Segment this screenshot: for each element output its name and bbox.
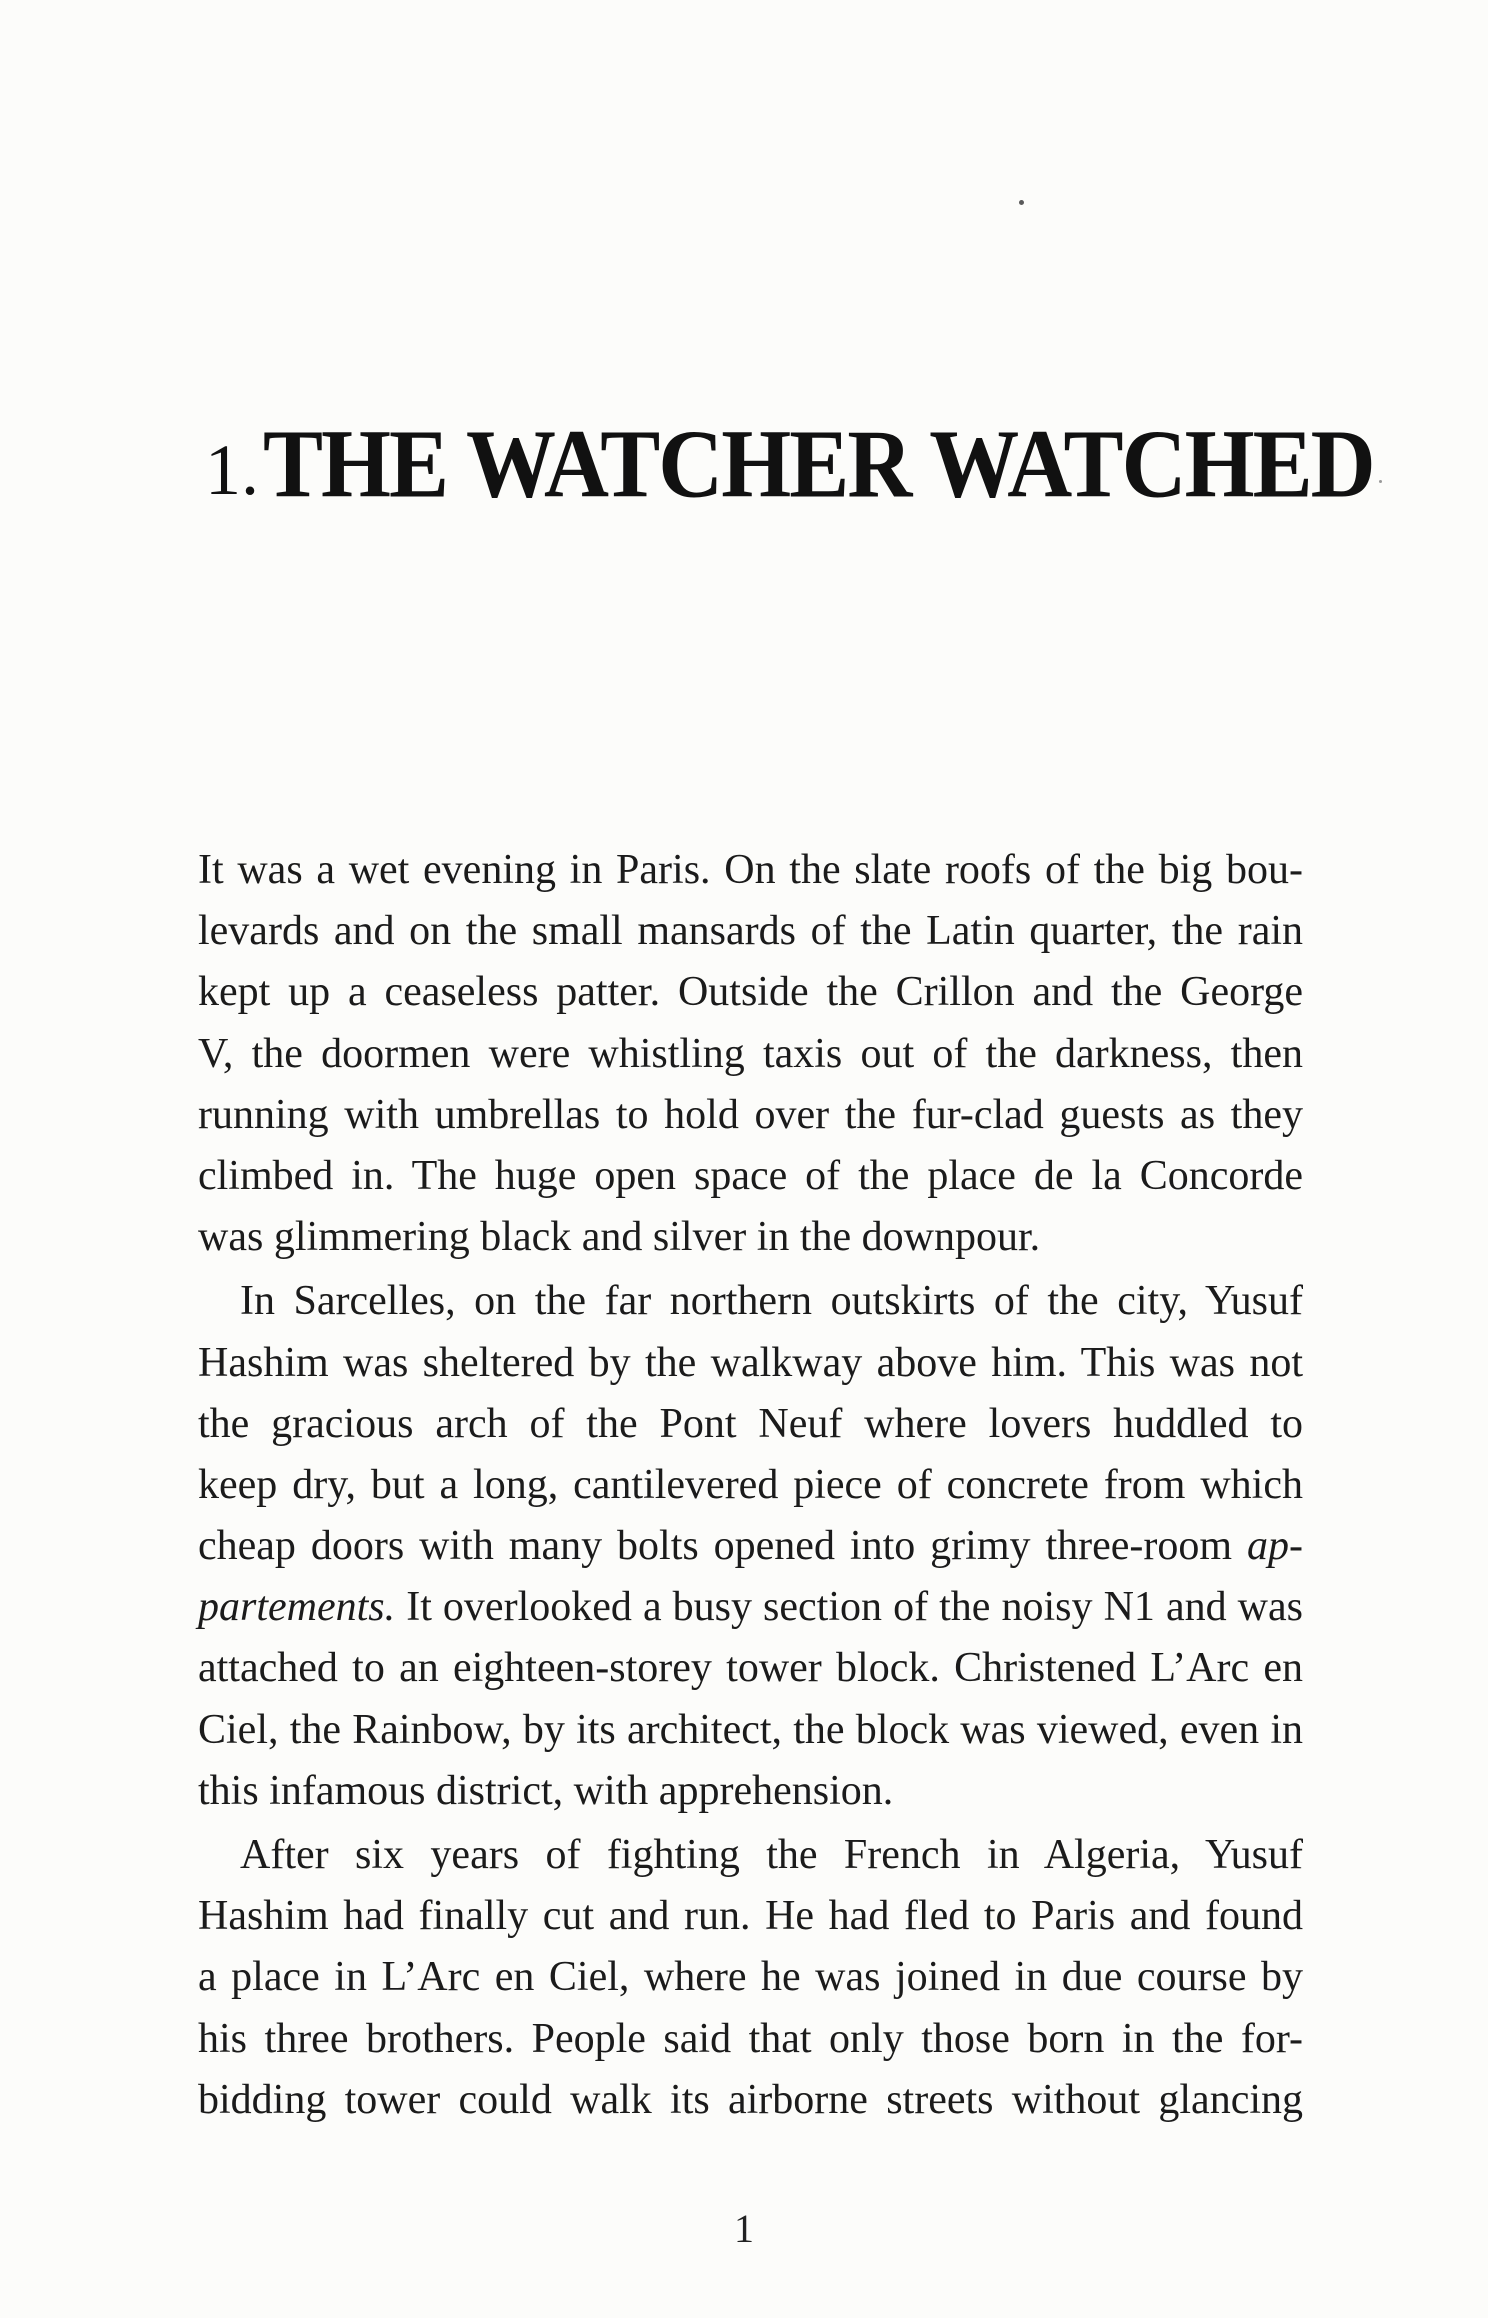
page-number: 1	[734, 2206, 754, 2251]
text-line: keep dry, but a long, cantilevered piece of concrete from which	[198, 1461, 1303, 1508]
chapter-heading	[205, 411, 1374, 518]
text-line: attached to an eighteen-storey tower block. Christened L’Arc en	[198, 1645, 1303, 1692]
text-line: V, the doormen were whistling taxis out of the darkness, then	[198, 1030, 1303, 1077]
scan-speck	[1379, 480, 1382, 483]
italic-word: ap-	[1247, 1523, 1303, 1570]
scan-speck	[1019, 200, 1024, 205]
text-line: the gracious arch of the Pont Neuf where lovers huddled to	[198, 1400, 1303, 1447]
text-line: Hashim was sheltered by the walkway above him. This was not	[198, 1339, 1303, 1386]
italic-word: partements.	[198, 1584, 396, 1631]
text-line: partements. It overlooked a busy section of the noisy N1 and was	[198, 1584, 1303, 1631]
text-line: a place in L’Arc en Ciel, where he was joined in due course by	[198, 1954, 1303, 2001]
text-line: After six years of fighting the French in Algeria, Yusuf	[240, 1832, 1303, 1878]
text-line: cheap doors with many bolts opened into grimy three-room ap-	[198, 1523, 1303, 1570]
text-line: It was a wet evening in Paris. On the slate roofs of the big bou-	[198, 847, 1303, 893]
text-line: Hashim had finally cut and run. He had fled to Paris and found	[198, 1893, 1303, 1940]
text-line: was glimmering black and silver in the downpour.	[198, 1214, 1041, 1261]
text-line: climbed in. The huge open space of the place de la Concorde	[198, 1152, 1303, 1199]
body-text	[198, 840, 1303, 2131]
text-line: this infamous district, with apprehension.	[198, 1767, 894, 1814]
text-line: kept up a ceaseless patter. Outside the Crillon and the George	[198, 969, 1303, 1016]
chapter-title: THE WATCHER WATCHED	[263, 411, 1374, 518]
text-line: his three brothers. People said that only those born in the for-	[198, 2015, 1303, 2062]
text-line: Ciel, the Rainbow, by its architect, the block was viewed, even in	[198, 1706, 1303, 1753]
chapter-number: 1.	[205, 430, 259, 510]
text-line: bidding tower could walk its airborne streets without glancing	[198, 2076, 1303, 2123]
text-line: levards and on the small mansards of the Latin quarter, the rain	[198, 908, 1303, 955]
text-line: running with umbrellas to hold over the fur-clad guests as they	[198, 1091, 1303, 1138]
text-line: In Sarcelles, on the far northern outskirts of the city, Yusuf	[240, 1278, 1303, 1325]
